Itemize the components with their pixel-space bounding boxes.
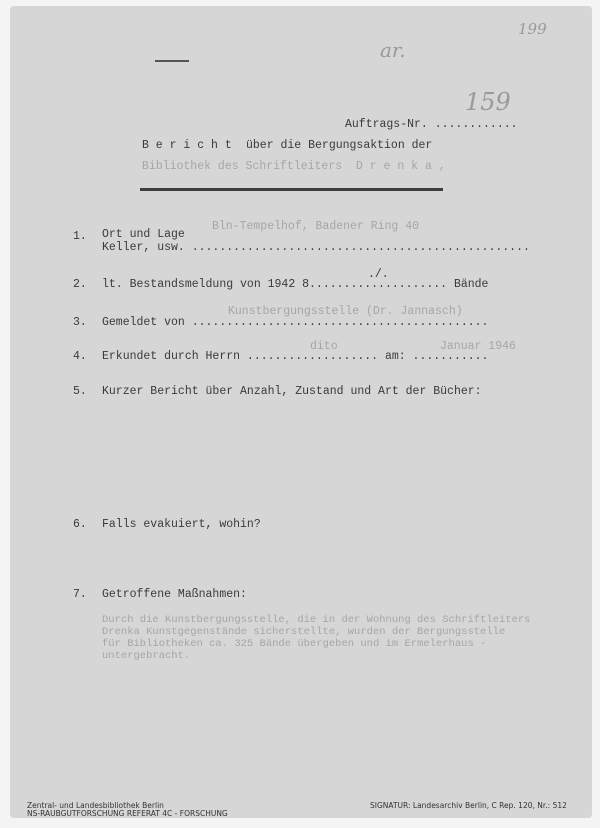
item-5-label: Kurzer Bericht über Anzahl, Zustand und Art der Bücher: <box>102 385 482 398</box>
title-rest: über die Bergungsaktion der <box>246 139 433 152</box>
item-2-number: 2. <box>73 278 87 291</box>
page-number: 199 <box>518 20 547 38</box>
handwritten-note: ar. <box>380 38 406 62</box>
item-2-value: ./. <box>368 268 389 281</box>
item-1-number: 1. <box>73 230 87 243</box>
item-3-value: Kunstbergungsstelle (Dr. Jannasch) <box>228 305 463 318</box>
footer-institution: Zentral- und Landesbibliothek Berlin <box>27 801 164 810</box>
item-3-number: 3. <box>73 316 87 329</box>
item-3-field: Gemeldet von ........................................... <box>102 316 489 329</box>
dash-mark <box>155 60 189 62</box>
item-4-field: Erkundet durch Herrn ................... am: ........... <box>102 350 489 363</box>
title-spaced: B e r i c h t <box>142 139 232 152</box>
subtitle: Bibliothek des Schriftleiters D r e n k a , <box>142 160 446 173</box>
order-number-handwritten: 159 <box>465 88 511 116</box>
item-5-number: 5. <box>73 385 87 398</box>
item-1-field: Keller, usw. ................................................. <box>102 241 530 254</box>
item-1-value: Bln-Tempelhof, Badener Ring 40 <box>212 220 420 233</box>
item-1-label: Ort und Lage <box>102 228 185 241</box>
item-4-value: dito <box>310 340 338 353</box>
order-number-label: Auftrags-Nr. ............ <box>345 118 518 131</box>
item-4-date: Januar 1946 <box>440 340 516 353</box>
item-7-text-line: Drenka Kunstgegenstände sicherstellte, wurden der Bergungsstelle <box>102 626 506 638</box>
item-7-text-line: untergebracht. <box>102 650 191 662</box>
item-7-text-line: Durch die Kunstbergungsstelle, die in der Wohnung des Schriftleiters <box>102 614 531 626</box>
footer-department: NS-RAUBGUTFORSCHUNG REFERAT 4C - FORSCHUNG <box>27 809 228 818</box>
item-6-label: Falls evakuiert, wohin? <box>102 518 261 531</box>
item-4-number: 4. <box>73 350 87 363</box>
item-7-label: Getroffene Maßnahmen: <box>102 588 247 601</box>
item-7-number: 7. <box>73 588 87 601</box>
footer-signature: SIGNATUR: Landesarchiv Berlin, C Rep. 120, Nr.: 512 <box>370 801 567 810</box>
item-2-field: lt. Bestandsmeldung von 1942 8.................... Bände <box>102 278 489 291</box>
underline-rule <box>140 188 443 191</box>
item-7-text-line: für Bibliotheken ca. 325 Bände übergeben und im Ermelerhaus - <box>102 638 487 650</box>
item-6-number: 6. <box>73 518 87 531</box>
